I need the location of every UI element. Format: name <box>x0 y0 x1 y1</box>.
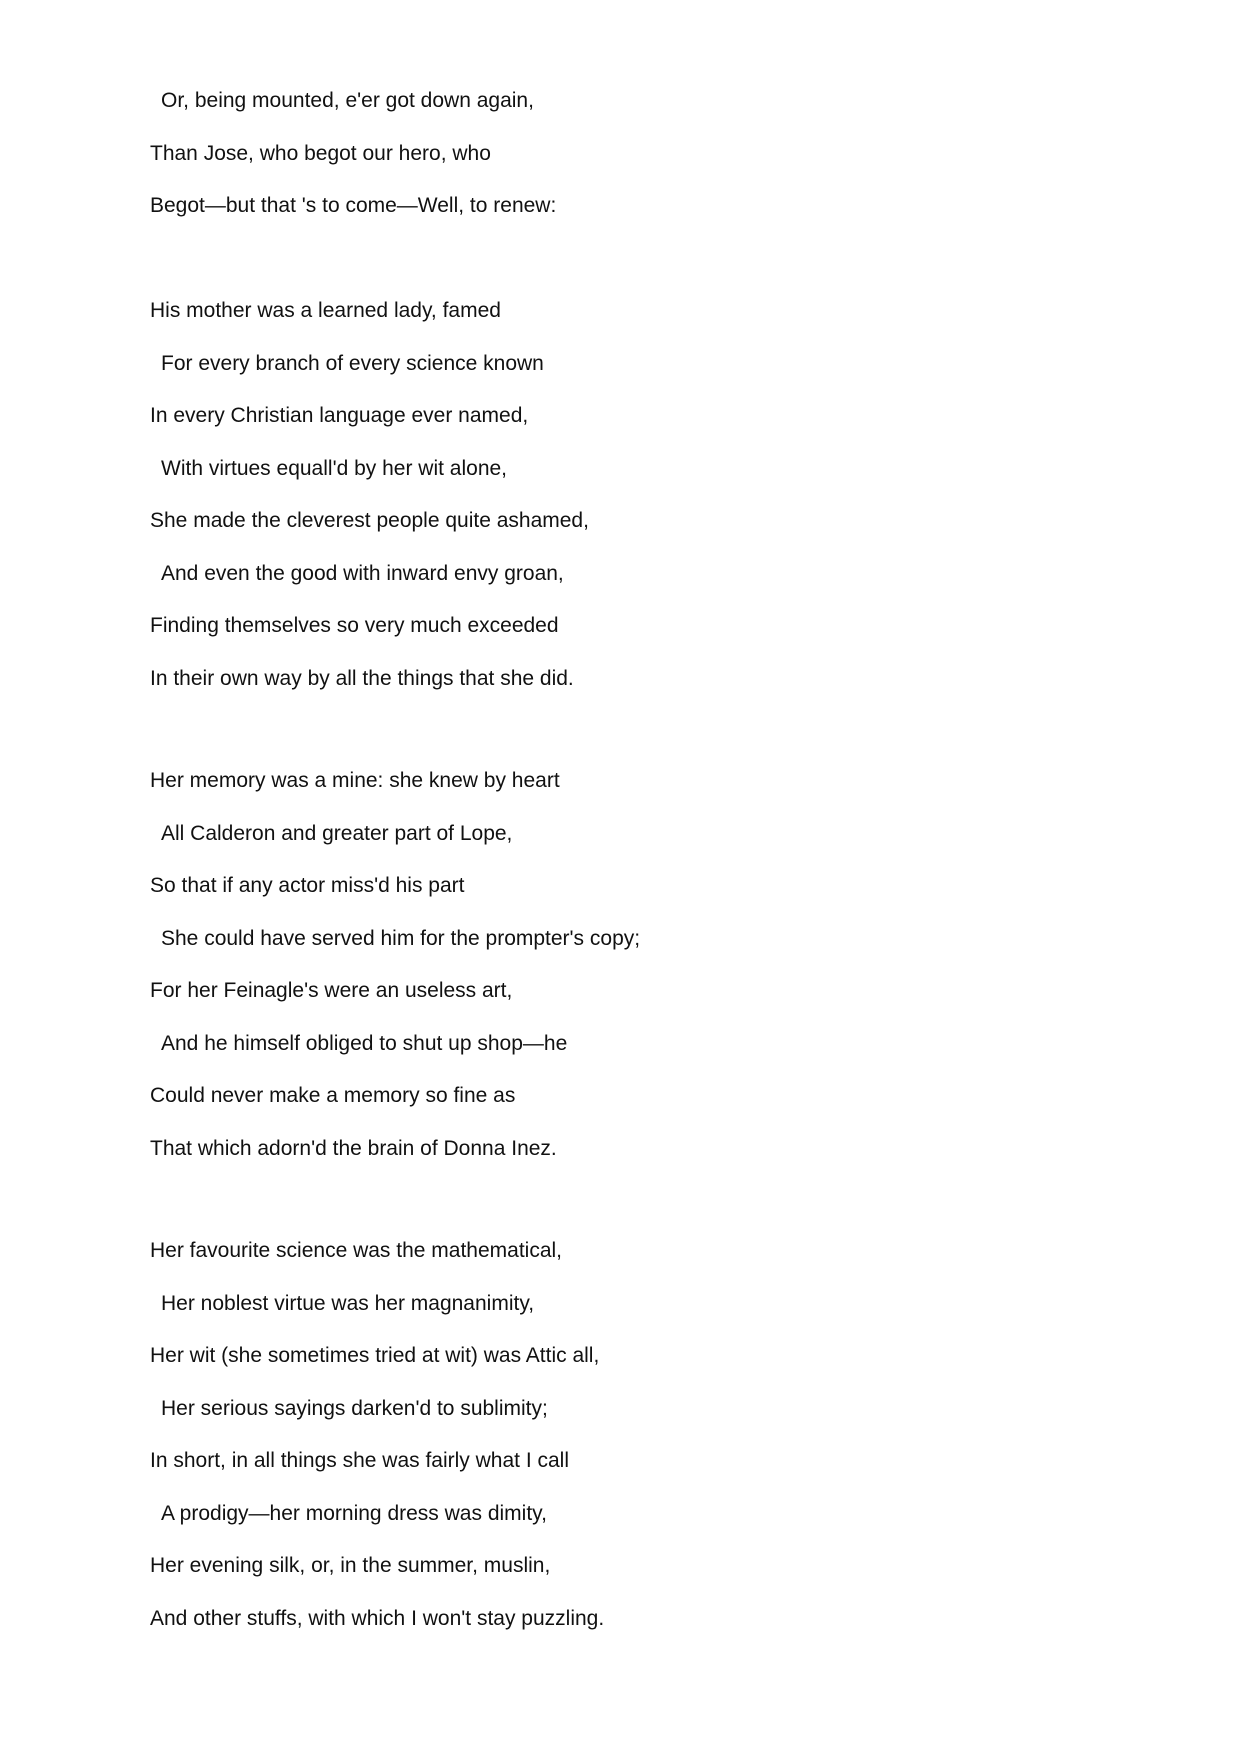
stanza <box>150 81 1050 239</box>
poem-line: Her evening silk, or, in the summer, muslin, <box>150 1554 551 1577</box>
poem-line: Her noblest virtue was her magnanimity, <box>161 1291 535 1315</box>
poem-line: That which adorn'd the brain of Donna Inez. <box>150 1136 557 1160</box>
poem-line: Her serious sayings darken'd to sublimity; <box>161 1396 548 1420</box>
poem-line: A prodigy—her morning dress was dimity, <box>161 1501 547 1525</box>
poem-line: In their own way by all the things that she did. <box>150 666 574 690</box>
poem-line: And other stuffs, with which I won't stay puzzling. <box>150 1606 605 1630</box>
poem-line: Finding themselves so very much exceeded <box>150 614 559 637</box>
poem-line: In short, in all things she was fairly what I call <box>150 1449 570 1472</box>
poem-line: She made the cleverest people quite ashamed, <box>150 509 589 532</box>
poem-line: Her memory was a mine: she knew by heart <box>150 769 560 792</box>
poem-line: So that if any actor miss'd his part <box>150 874 465 897</box>
poem-line: For her Feinagle's were an useless art, <box>150 979 513 1002</box>
poem-line: And he himself obliged to shut up shop—he <box>161 1031 568 1055</box>
poem-line: And even the good with inward envy groan, <box>161 561 564 585</box>
poem-line: His mother was a learned lady, famed <box>150 299 501 322</box>
poem-line: With virtues equall'd by her wit alone, <box>161 456 508 480</box>
poem-line: All Calderon and greater part of Lope, <box>161 821 513 845</box>
poem-line: Or, being mounted, e'er got down again, <box>161 89 534 112</box>
poem-line: For every branch of every science known <box>161 351 544 375</box>
stanza <box>150 1231 1050 1651</box>
poem-line: Could never make a memory so fine as <box>150 1084 516 1107</box>
poem-line: In every Christian language ever named, <box>150 404 529 427</box>
stanza <box>150 761 1050 1181</box>
stanza <box>150 291 1050 711</box>
poem-line: Her favourite science was the mathematical, <box>150 1239 563 1262</box>
poem-line: Her wit (she sometimes tried at wit) was Attic all, <box>150 1344 600 1367</box>
poem-line: She could have served him for the prompter's copy; <box>161 926 641 950</box>
poem-line: Than Jose, who begot our hero, who <box>150 141 491 165</box>
poem-line: Begot—but that 's to come—Well, to renew: <box>150 194 557 217</box>
